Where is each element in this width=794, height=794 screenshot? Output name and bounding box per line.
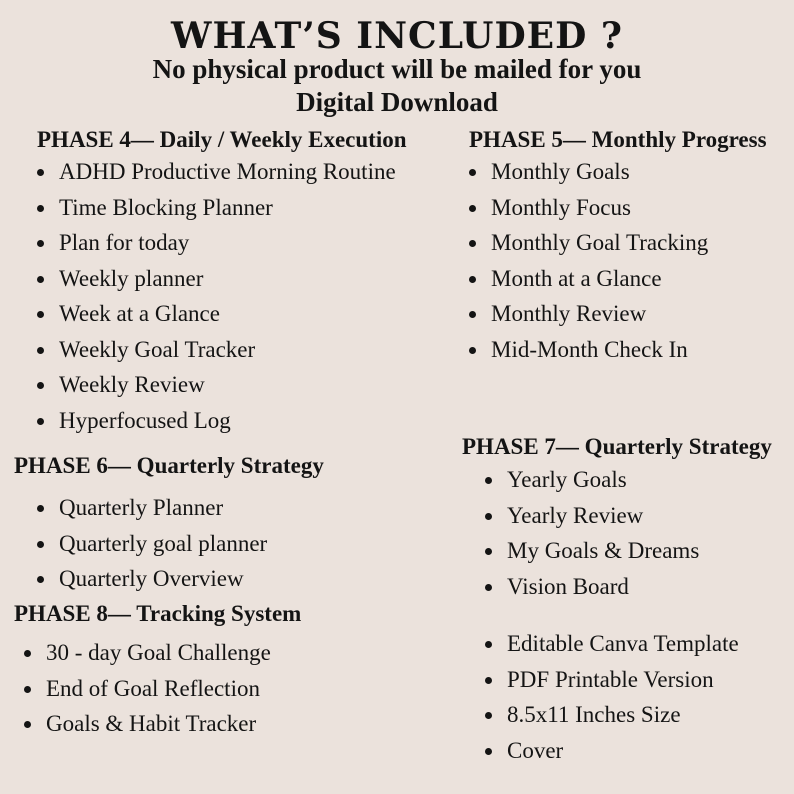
bullet-icon — [37, 541, 44, 548]
list-item-label: Goals & Habit Tracker — [46, 711, 257, 736]
bullet-icon — [37, 418, 44, 425]
list-item — [37, 296, 407, 332]
bullet-icon — [485, 641, 492, 648]
phase-5-section — [469, 126, 767, 367]
list-item — [37, 526, 324, 562]
extras-section — [485, 626, 739, 768]
list-item-label: ADHD Productive Morning Routine — [59, 159, 396, 184]
page-title: WHAT’S INCLUDED ? — [171, 15, 623, 57]
list-item-label: Yearly Goals — [507, 467, 627, 492]
phase-8-heading: PHASE 8— Tracking System — [14, 601, 302, 626]
list-item — [469, 225, 767, 261]
list-item — [37, 561, 324, 597]
list-item-label: Monthly Goal Tracking — [491, 230, 709, 255]
phase-4-heading: PHASE 4— Daily / Weekly Execution — [37, 127, 407, 152]
bullet-icon — [485, 584, 492, 591]
list-item — [24, 706, 301, 742]
list-item-label: Yearly Review — [507, 502, 644, 528]
bullet-icon — [37, 382, 44, 389]
bullet-icon — [24, 650, 31, 657]
list-item — [37, 403, 407, 439]
list-item — [485, 662, 739, 698]
phase-4-list — [37, 154, 407, 438]
list-item — [24, 635, 301, 671]
bullet-icon — [485, 513, 492, 520]
list-item — [37, 154, 407, 190]
phase-8-list — [24, 635, 301, 742]
list-item-label: Time Blocking Planner — [59, 194, 273, 220]
list-item — [469, 154, 767, 190]
list-item-label: Quarterly Overview — [59, 566, 244, 591]
bullet-icon — [37, 169, 44, 176]
list-item-label: Monthly Review — [491, 301, 647, 326]
list-item — [37, 225, 407, 261]
bullet-icon — [469, 169, 476, 176]
bullet-icon — [37, 505, 44, 512]
bullet-icon — [37, 347, 44, 354]
list-item-label: Month at a Glance — [491, 265, 662, 291]
list-item — [469, 296, 767, 332]
list-item — [37, 332, 407, 368]
bullet-icon — [24, 686, 31, 693]
extras-list — [485, 626, 739, 768]
bullet-icon — [469, 276, 476, 283]
bullet-icon — [37, 276, 44, 283]
list-item-label: Monthly Focus — [491, 194, 631, 220]
bullet-icon — [37, 240, 44, 247]
bullet-icon — [37, 205, 44, 212]
phase-6-heading: PHASE 6— Quarterly Strategy — [14, 453, 324, 478]
list-item — [469, 332, 767, 368]
list-item-label: Quarterly Planner — [59, 495, 224, 520]
subtitle-digital-download: Digital Download — [296, 87, 498, 117]
phase-6-list — [37, 490, 324, 597]
bullet-icon — [485, 477, 492, 484]
list-item-label: PDF Printable Version — [507, 666, 714, 692]
phase-4-section — [37, 126, 407, 438]
list-item — [485, 462, 772, 498]
list-item-label: Weekly Goal Tracker — [59, 336, 256, 362]
list-item-label: Editable Canva Template — [507, 631, 739, 656]
bullet-icon — [469, 205, 476, 212]
bullet-icon — [469, 311, 476, 318]
list-item — [485, 626, 739, 662]
list-item-label: Weekly planner — [59, 265, 204, 291]
phase-6-section — [14, 452, 324, 597]
list-item-label: Cover — [507, 737, 564, 763]
bullet-icon — [485, 677, 492, 684]
list-item-label: Weekly Review — [59, 372, 205, 397]
list-item-label: 30 - day Goal Challenge — [46, 640, 271, 665]
phase-8-section — [14, 600, 301, 742]
phase-5-heading: PHASE 5— Monthly Progress — [469, 127, 767, 152]
phase-7-list — [485, 462, 772, 604]
list-item — [485, 733, 739, 769]
list-item-label: Week at a Glance — [59, 301, 220, 326]
list-item — [37, 490, 324, 526]
bullet-icon — [485, 548, 492, 555]
list-item — [469, 261, 767, 297]
bullet-icon — [37, 576, 44, 583]
list-item — [37, 190, 407, 226]
bullet-icon — [24, 721, 31, 728]
list-item — [485, 498, 772, 534]
list-item — [485, 569, 772, 605]
list-item — [485, 697, 739, 733]
phase-7-section — [462, 433, 772, 604]
bullet-icon — [485, 712, 492, 719]
list-item — [469, 190, 767, 226]
bullet-icon — [469, 240, 476, 247]
list-item — [37, 261, 407, 297]
list-item-label: Vision Board — [507, 573, 629, 599]
list-item-label: Monthly Goals — [491, 159, 630, 184]
bullet-icon — [485, 748, 492, 755]
list-item-label: Plan for today — [59, 230, 190, 255]
list-item — [24, 671, 301, 707]
list-item — [485, 533, 772, 569]
list-item-label: Hyperfocused Log — [59, 407, 231, 433]
list-item — [37, 367, 407, 403]
bullet-icon — [469, 347, 476, 354]
list-item-label: Quarterly goal planner — [59, 530, 268, 556]
phase-7-heading: PHASE 7— Quarterly Strategy — [462, 434, 772, 459]
list-item-label: Mid-Month Check In — [491, 336, 688, 362]
list-item-label: 8.5x11 Inches Size — [507, 702, 681, 727]
subtitle-no-physical-product: No physical product will be mailed for you — [152, 54, 642, 84]
bullet-icon — [37, 311, 44, 318]
list-item-label: End of Goal Reflection — [46, 675, 260, 701]
list-item-label: My Goals & Dreams — [507, 538, 700, 563]
phase-5-list — [469, 154, 767, 367]
